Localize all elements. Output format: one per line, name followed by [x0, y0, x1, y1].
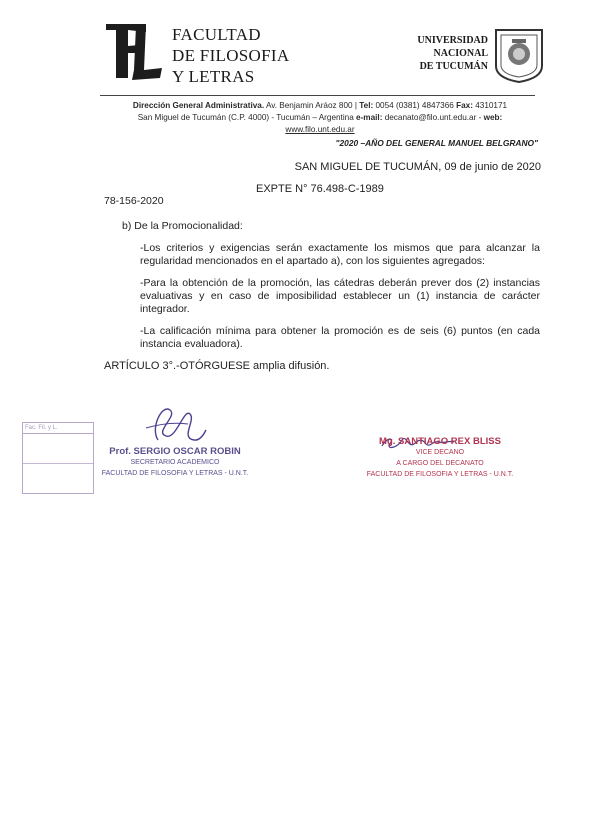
paragraph-promotion: -Para la obtención de la promoción, las cátedras deberán prever dos (2) instancias evaluativas y en caso de imposibilidad establecer un (1) instancia de carácter integrador. — [140, 277, 540, 315]
city: San Miguel de Tucumán (C.P. 4000) - Tucumán – Argentina — [137, 113, 354, 122]
place-date: SAN MIGUEL DE TUCUMÁN, 09 de junio de 2020 — [294, 161, 541, 173]
fax-label: Fax: — [456, 101, 473, 110]
article-3: ARTÍCULO 3°.-OTÓRGUESE amplia difusión. — [104, 360, 330, 372]
university-name-line3: DE TUCUMÁN — [419, 61, 488, 72]
signatory-left-role: SECRETARIO ACADEMICO — [130, 459, 220, 466]
signatory-right-name: Mg. SANTIAGO REX BLISS — [379, 436, 501, 447]
stamp-box-header: Fac. Fil. y L. — [23, 423, 93, 434]
contact-line3 — [100, 124, 540, 136]
signatory-right — [360, 436, 520, 480]
signatory-left-name: Prof. SERGIO OSCAR ROBIN — [109, 446, 241, 457]
university-name — [400, 34, 488, 73]
stamp-box-line — [23, 463, 93, 464]
email-label: e-mail: — [356, 113, 383, 122]
email-value[interactable]: decanato@filo.unt.edu.ar — [384, 113, 477, 122]
university-name-line2: NACIONAL — [433, 48, 488, 59]
fax-value: 4310171 — [475, 101, 508, 110]
signature-left-icon — [140, 398, 210, 448]
faculty-name — [172, 24, 289, 87]
signatory-right-role2: A CARGO DEL DECANATO — [396, 460, 484, 467]
signatory-left — [100, 446, 250, 479]
tel-value: 0054 (0381) 4847366 — [375, 101, 454, 110]
file-number: EXPTE N° 76.498-C-1989 — [256, 183, 384, 195]
item-b-heading: b) De la Promocionalidad: — [122, 220, 243, 232]
registry-stamp-box — [22, 422, 94, 494]
contact-line1: Dirección General Administrativa. Av. Benjamin Aráoz 800 | Tel: 0054 (0381) 4847366 Fax: 4310171 — [132, 101, 508, 110]
paragraph-criteria: -Los criterios y exigencias serán exactamente los mismos que para alcanzar la regularidad mencionados en el apartado a), con los siguientes agregados: — [140, 242, 540, 267]
web-label: web: — [483, 113, 503, 122]
fl-monogram-icon — [100, 18, 166, 84]
faculty-name-line3: Y LETRAS — [172, 67, 255, 86]
faculty-name-line2: DE FILOSOFIA — [172, 46, 290, 65]
signatory-right-role1: VICE DECANO — [415, 449, 465, 456]
university-seal-icon — [492, 26, 546, 84]
paragraph-min-grade: -La calificación mínima para obtener la promoción es de seis (6) puntos (en cada instancia evaluadora). — [140, 325, 540, 350]
web-link[interactable]: www.filo.unt.edu.ar — [285, 125, 355, 134]
tel-label: Tel: — [359, 101, 374, 110]
direction-label: Dirección General Administrativa. — [132, 101, 265, 110]
contact-line2: San Miguel de Tucumán (C.P. 4000) - Tucumán – Argentina e-mail: decanato@filo.unt.edu.ar - web: — [137, 113, 503, 122]
signatory-right-org: FACULTAD DE FILOSOFIA Y LETRAS - U.N.T. — [366, 471, 514, 478]
contact-block — [100, 100, 540, 136]
faculty-name-line1: FACULTAD — [172, 25, 261, 44]
signatory-left-org: FACULTAD DE FILOSOFIA Y LETRAS - U.N.T. — [101, 470, 249, 477]
university-name-line1: UNIVERSIDAD — [417, 35, 488, 46]
address: Av. Benjamin Aráoz 800 — [265, 101, 353, 110]
header-divider — [100, 95, 535, 96]
year-motto: "2020 –AÑO DEL GENERAL MANUEL BELGRANO" — [335, 138, 538, 148]
reference-number: 78-156-2020 — [104, 195, 164, 207]
